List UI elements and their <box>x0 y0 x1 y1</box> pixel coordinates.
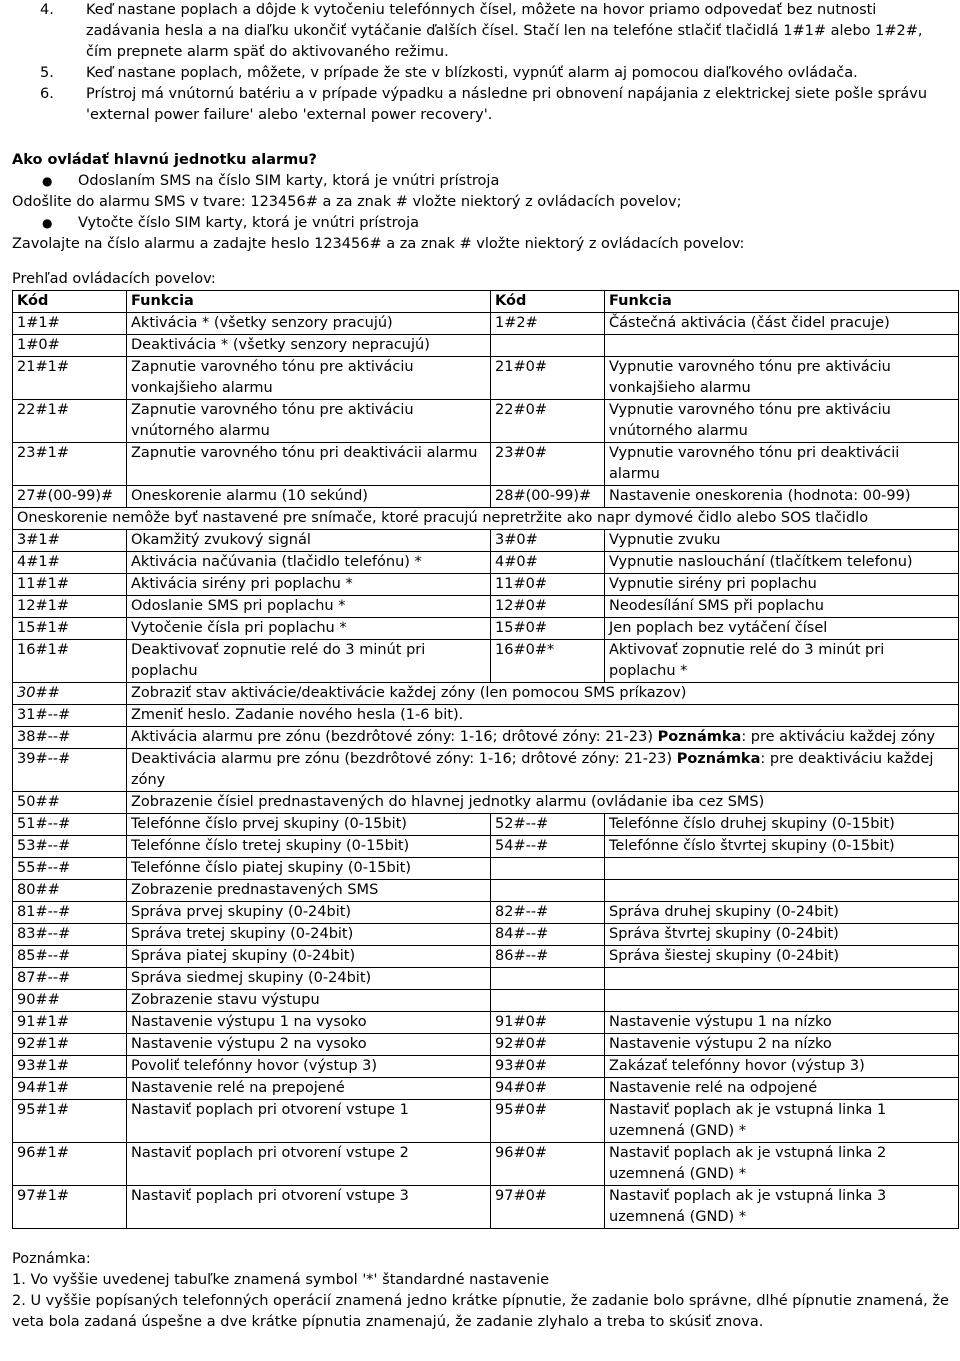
command-function: Nastaviť poplach ak je vstupná linka 2 uzemnená (GND) * <box>605 1143 959 1186</box>
command-function: Telefónne číslo druhej skupiny (0-15bit) <box>605 814 959 836</box>
table-row <box>13 508 959 530</box>
command-code: 3#0# <box>491 530 605 552</box>
command-function <box>605 880 959 902</box>
command-code: 23#0# <box>491 443 605 486</box>
command-code: 80## <box>13 880 127 902</box>
command-code: 91#0# <box>491 1012 605 1034</box>
note-label: Poznámka <box>657 729 742 745</box>
command-function: Správa šiestej skupiny (0-24bit) <box>605 946 959 968</box>
list-item <box>12 84 958 126</box>
command-code: 85#--# <box>13 946 127 968</box>
header-function: Funkcia <box>127 291 491 313</box>
command-function: Částečná aktivácia (část čidel pracuje) <box>605 313 959 335</box>
table-row <box>13 749 959 792</box>
command-function: Nastaviť poplach pri otvorení vstupe 2 <box>127 1143 491 1186</box>
command-function: Nastaviť poplach ak je vstupná linka 1 uzemnená (GND) * <box>605 1100 959 1143</box>
list-number: 5. <box>40 65 54 81</box>
table-row <box>13 1186 959 1229</box>
list-text: Keď nastane poplach, môžete, v prípade že ste v blízkosti, vypnúť alarm aj pomocou diaľkového ovládača. <box>86 65 858 81</box>
function-text: Deaktivácia alarmu pre zónu (bezdrôtové zóny: 1-16; drôtové zóny: 21-23) <box>131 751 677 767</box>
table-row <box>13 990 959 1012</box>
command-code: 12#0# <box>491 596 605 618</box>
command-code: 55#--# <box>13 858 127 880</box>
command-code: 16#1# <box>13 640 127 683</box>
header-function-2: Funkcia <box>605 291 959 313</box>
command-code: 94#1# <box>13 1078 127 1100</box>
command-code: 30## <box>13 683 127 705</box>
command-function: Zapnutie varovného tónu pri deaktivácii alarmu <box>127 443 491 486</box>
note-line: 2. U vyššie popísaných telefonných operácií znamená jedno krátke pípnutie, že zadanie bolo správne, dlhé pípnutie znamená, že veta bola zadaná úspešne a dve krátke pípnutia znamenajú, že zadanie zlyhalo a treba to skúsiť znova. <box>12 1293 949 1330</box>
command-function: Zakázať telefónny hovor (výstup 3) <box>605 1056 959 1078</box>
command-function <box>127 749 959 792</box>
command-function: Správa štvrtej skupiny (0-24bit) <box>605 924 959 946</box>
command-code: 93#0# <box>491 1056 605 1078</box>
command-code: 22#0# <box>491 400 605 443</box>
command-function: Aktivácia * (všetky senzory pracujú) <box>127 313 491 335</box>
command-function: Telefónne číslo piatej skupiny (0-15bit) <box>127 858 491 880</box>
table-row <box>13 880 959 902</box>
command-code <box>491 880 605 902</box>
command-code: 91#1# <box>13 1012 127 1034</box>
command-code: 15#0# <box>491 618 605 640</box>
table-row <box>13 705 959 727</box>
command-function: Aktivácia načúvania (tlačidlo telefónu) * <box>127 552 491 574</box>
command-function: Správa druhej skupiny (0-24bit) <box>605 902 959 924</box>
command-function: Zobraziť stav aktivácie/deaktivácie každej zóny (len pomocou SMS príkazov) <box>127 683 959 705</box>
command-function: Správa tretej skupiny (0-24bit) <box>127 924 491 946</box>
command-code: 96#0# <box>491 1143 605 1186</box>
list-item <box>12 0 958 63</box>
command-function: Telefónne číslo štvrtej skupiny (0-15bit) <box>605 836 959 858</box>
table-row <box>13 902 959 924</box>
command-function: Deaktivácia * (všetky senzory nepracujú) <box>127 335 491 357</box>
command-code: 97#1# <box>13 1186 127 1229</box>
command-function: Nastaviť poplach pri otvorení vstupe 3 <box>127 1186 491 1229</box>
function-text: : pre deaktiváciu každej zóny <box>131 751 934 788</box>
table-row <box>13 792 959 814</box>
command-code: 97#0# <box>491 1186 605 1229</box>
command-function: Nastavenie oneskorenia (hodnota: 00-99) <box>605 486 959 508</box>
command-code: 1#1# <box>13 313 127 335</box>
command-code: 82#--# <box>491 902 605 924</box>
command-code: 15#1# <box>13 618 127 640</box>
bullet-icon: ● <box>42 216 53 230</box>
command-code: 23#1# <box>13 443 127 486</box>
table-row <box>13 574 959 596</box>
command-code: 93#1# <box>13 1056 127 1078</box>
bullet-text: Vytočte číslo SIM karty, ktorá je vnútri prístroja <box>78 215 420 231</box>
command-code: 92#0# <box>491 1034 605 1056</box>
command-function <box>127 727 959 749</box>
table-row <box>13 618 959 640</box>
command-function: Oneskorenie alarmu (10 sekúnd) <box>127 486 491 508</box>
command-code: 81#--# <box>13 902 127 924</box>
function-text: Aktivácia alarmu pre zónu (bezdrôtové zóny: 1-16; drôtové zóny: 21-23) <box>131 729 658 745</box>
command-code: 1#2# <box>491 313 605 335</box>
table-row <box>13 1078 959 1100</box>
command-function: Vypnutie varovného tónu pre aktiváciu vnútorného alarmu <box>605 400 959 443</box>
command-function: Zapnutie varovného tónu pre aktiváciu vnútorného alarmu <box>127 400 491 443</box>
command-code: 4#0# <box>491 552 605 574</box>
instruction-line: Zavolajte na číslo alarmu a zadajte heslo 123456# a za znak # vložte niektorý z ovládacích povelov: <box>12 236 745 252</box>
command-code: 95#1# <box>13 1100 127 1143</box>
command-code: 22#1# <box>13 400 127 443</box>
table-row <box>13 727 959 749</box>
table-row <box>13 530 959 552</box>
note-line: 1. Vo vyššie uvedenej tabuľke znamená symbol '*' štandardné nastavenie <box>12 1272 550 1288</box>
command-code: 12#1# <box>13 596 127 618</box>
command-function: Vypnutie zvuku <box>605 530 959 552</box>
command-function: Vypnutie sirény pri poplachu <box>605 574 959 596</box>
command-code: 96#1# <box>13 1143 127 1186</box>
function-text: : pre aktiváciu každej zóny <box>741 729 936 745</box>
row-note: Oneskorenie nemôže byť nastavené pre snímače, ktoré pracujú nepretržite ako napr dymové čidlo alebo SOS tlačidlo <box>13 508 959 530</box>
list-number: 6. <box>40 86 54 102</box>
table-row <box>13 924 959 946</box>
command-code: 95#0# <box>491 1100 605 1143</box>
command-code: 27#(00-99)# <box>13 486 127 508</box>
bullet-item <box>12 213 958 234</box>
command-code: 83#--# <box>13 924 127 946</box>
command-code: 51#--# <box>13 814 127 836</box>
table-row <box>13 683 959 705</box>
table-row <box>13 1034 959 1056</box>
command-code <box>491 990 605 1012</box>
header-code-2: Kód <box>491 291 605 313</box>
instruction-line: Odošlite do alarmu SMS v tvare: 123456# a za znak # vložte niektorý z ovládacích povelov; <box>12 194 682 210</box>
command-function <box>605 990 959 1012</box>
command-code: 21#0# <box>491 357 605 400</box>
command-function: Telefónne číslo prvej skupiny (0-15bit) <box>127 814 491 836</box>
command-code <box>491 858 605 880</box>
command-function: Okamžitý zvukový signál <box>127 530 491 552</box>
list-text: Keď nastane poplach a dôjde k vytočeniu telefónnych čísel, môžete na hovor priamo odpovedať bez nutnosti zadávania hesla a na diaľku ukončiť vytáčanie ďalších čísel. Stačí len na telefóne stlačiť tlačidlá 1#1# alebo 1#2#, čím prepnete alarm späť do aktivovaného režimu. <box>86 2 923 60</box>
command-function: Vytočenie čísla pri poplachu * <box>127 618 491 640</box>
list-text: Prístroj má vnútornú batériu a v prípade výpadku a následne pri obnovení napájania z elektrickej siete pošle správu 'external power failure' alebo 'external power recovery'. <box>86 86 928 123</box>
command-code: 92#1# <box>13 1034 127 1056</box>
command-function: Zobrazenie čísiel prednastavených do hlavnej jednotky alarmu (ovládanie iba cez SMS) <box>127 792 959 814</box>
command-function: Deaktivovať zopnutie relé do 3 minút pri poplachu <box>127 640 491 683</box>
command-function: Zmeniť heslo. Zadanie nového hesla (1-6 bit). <box>127 705 959 727</box>
command-code: 87#--# <box>13 968 127 990</box>
table-row <box>13 335 959 357</box>
table-row <box>13 552 959 574</box>
command-function: Zapnutie varovného tónu pre aktiváciu vonkajšieho alarmu <box>127 357 491 400</box>
table-row <box>13 1143 959 1186</box>
table-row <box>13 357 959 400</box>
table-row <box>13 858 959 880</box>
note-label: Poznámka <box>676 751 761 767</box>
command-code: 11#0# <box>491 574 605 596</box>
command-function <box>605 335 959 357</box>
command-function: Nastavenie relé na odpojené <box>605 1078 959 1100</box>
table-row <box>13 640 959 683</box>
table-row <box>13 968 959 990</box>
commands-table <box>12 290 959 1229</box>
table-row <box>13 1056 959 1078</box>
command-code: 50## <box>13 792 127 814</box>
command-code: 28#(00-99)# <box>491 486 605 508</box>
command-code: 21#1# <box>13 357 127 400</box>
table-row <box>13 1100 959 1143</box>
command-code: 86#--# <box>491 946 605 968</box>
document-page <box>12 0 958 1333</box>
list-number: 4. <box>40 2 54 18</box>
command-code: 16#0#* <box>491 640 605 683</box>
command-function: Nastavenie výstupu 2 na nízko <box>605 1034 959 1056</box>
table-row <box>13 596 959 618</box>
command-function: Vypnutie varovného tónu pre aktiváciu vonkajšieho alarmu <box>605 357 959 400</box>
bullet-item <box>12 171 958 192</box>
command-function: Odoslanie SMS pri poplachu * <box>127 596 491 618</box>
command-function: Nastavenie výstupu 1 na vysoko <box>127 1012 491 1034</box>
command-code: 38#--# <box>13 727 127 749</box>
bullet-text: Odoslaním SMS na číslo SIM karty, ktorá je vnútri prístroja <box>78 173 500 189</box>
table-row <box>13 1012 959 1034</box>
command-code: 54#--# <box>491 836 605 858</box>
command-function: Aktivácia sirény pri poplachu * <box>127 574 491 596</box>
bullet-icon: ● <box>42 174 53 188</box>
command-code: 90## <box>13 990 127 1012</box>
command-function: Zobrazenie stavu výstupu <box>127 990 491 1012</box>
command-function: Správa prvej skupiny (0-24bit) <box>127 902 491 924</box>
table-row <box>13 400 959 443</box>
command-code: 84#--# <box>491 924 605 946</box>
command-function: Jen poplach bez vytáčení čísel <box>605 618 959 640</box>
command-function: Správa piatej skupiny (0-24bit) <box>127 946 491 968</box>
command-function: Nastaviť poplach pri otvorení vstupe 1 <box>127 1100 491 1143</box>
numbered-instructions <box>12 0 958 126</box>
command-code: 53#--# <box>13 836 127 858</box>
command-function: Povoliť telefónny hovor (výstup 3) <box>127 1056 491 1078</box>
commands-table-body <box>13 291 959 1229</box>
command-function: Vypnutie naslouchání (tlačítkem telefonu) <box>605 552 959 574</box>
table-row <box>13 313 959 335</box>
command-function <box>605 968 959 990</box>
notes-title: Poznámka: <box>12 1251 91 1267</box>
command-function: Správa siedmej skupiny (0-24bit) <box>127 968 491 990</box>
command-function: Vypnutie varovného tónu pri deaktivácii alarmu <box>605 443 959 486</box>
command-function: Aktivovať zopnutie relé do 3 minút pri poplachu * <box>605 640 959 683</box>
table-row <box>13 486 959 508</box>
command-code: 1#0# <box>13 335 127 357</box>
command-function: Nastavenie výstupu 1 na nízko <box>605 1012 959 1034</box>
command-code <box>491 335 605 357</box>
table-row <box>13 946 959 968</box>
command-code: 52#--# <box>491 814 605 836</box>
command-code: 4#1# <box>13 552 127 574</box>
command-code: 11#1# <box>13 574 127 596</box>
command-function: Zobrazenie prednastavených SMS <box>127 880 491 902</box>
control-heading: Ako ovládať hlavnú jednotku alarmu? <box>12 152 317 168</box>
command-function: Telefónne číslo tretej skupiny (0-15bit) <box>127 836 491 858</box>
table-row <box>13 443 959 486</box>
command-code <box>491 968 605 990</box>
command-function: Neodesílání SMS při poplachu <box>605 596 959 618</box>
table-title: Prehľad ovládacích povelov: <box>12 271 216 287</box>
command-code: 39#--# <box>13 749 127 792</box>
command-code: 3#1# <box>13 530 127 552</box>
command-function <box>605 858 959 880</box>
table-row <box>13 836 959 858</box>
command-function: Nastavenie výstupu 2 na vysoko <box>127 1034 491 1056</box>
table-header-row <box>13 291 959 313</box>
header-code: Kód <box>13 291 127 313</box>
table-row <box>13 814 959 836</box>
command-function: Nastaviť poplach ak je vstupná linka 3 uzemnená (GND) * <box>605 1186 959 1229</box>
list-item <box>12 63 958 84</box>
command-function: Nastavenie relé na prepojené <box>127 1078 491 1100</box>
command-code: 31#--# <box>13 705 127 727</box>
command-code: 94#0# <box>491 1078 605 1100</box>
